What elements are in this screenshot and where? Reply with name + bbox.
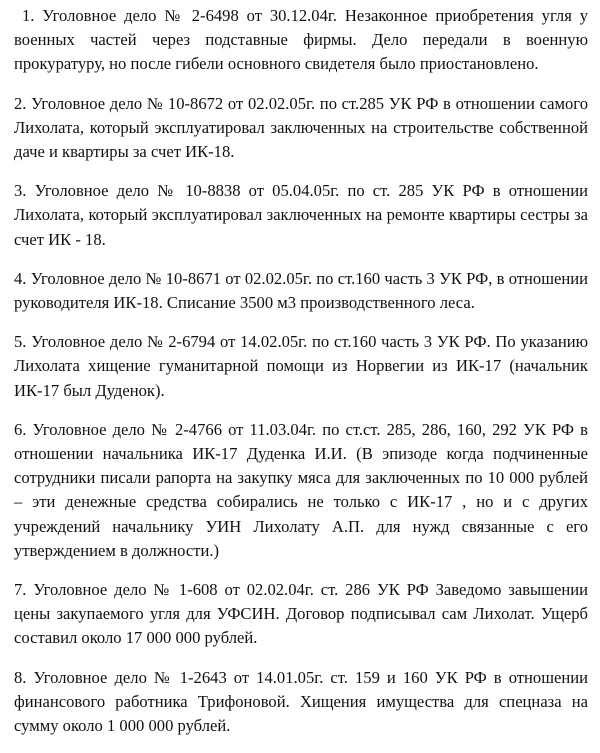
case-item-2: 2. Уголовное дело № 10-8672 от 02.02.05г. по ст.285 УК РФ в отношении самого Лихолата, который эксплуатировал заключенных на строительстве собственной даче и квартиры за счет ИК-18.	[14, 93, 588, 162]
case-item-3: 3. Уголовное дело № 10-8838 от 05.04.05г. по ст. 285 УК РФ в отношении Лихолата, который эксплуатировал заключенных на ремонте квартиры сестры за счет ИК - 18.	[14, 181, 588, 249]
case-item-7: 7. Уголовное дело № 1-608 от 02.02.04г. ст. 286 УК РФ Заведомо завышении цены закупаемого угля для УФСИН. Договор подписывал сам Лихолат. Ущерб составил около 17 000 000 рублей.	[14, 580, 588, 648]
case-item-8: 8. Уголовное дело № 1-2643 от 14.01.05г. ст. 159 и 160 УК РФ в отношении финансового работника Трифоновой. Хищения имущества для спецназа на сумму около 1 000 000 рублей.	[14, 667, 588, 736]
case-item-1: 1. Уголовное дело № 2-6498 от 30.12.04г. Незаконное приобретения угля у военных частей через подставные фирмы. Дело передали в военную прокуратуру, но после гибели основного свидетеля было приостановлено.	[14, 6, 588, 74]
case-item-4: 4. Уголовное дело № 10-8671 от 02.02.05г. по ст.160 часть 3 УК РФ, в отношении руководителя ИК-18. Списание 3500 м3 производственного леса.	[14, 268, 588, 313]
case-item-6: 6. Уголовное дело № 2-4766 от 11.03.04г. по ст.ст. 285, 286, 160, 292 УК РФ в отношении начальника ИК-17 Дуденка И.И. (В эпизоде когда подчиненные сотрудники писали рапорта на закупку мяса для заключенных по 10 000 рублей – эти денежные средства собирались не только с ИК-17 , но и с других учреждений начальнику УИН Лихолату А.П. для нужд связанные с его утверждением в должности.)	[14, 419, 588, 560]
case-item-5: 5. Уголовное дело № 2-6794 от 14.02.05г. по ст.160 часть 3 УК РФ. По указанию Лихолата хищение гуманитарной помощи из Норвегии из ИК-17 (начальник ИК-17 был Дуденок).	[14, 332, 588, 400]
document-body	[14, 4, 588, 753]
